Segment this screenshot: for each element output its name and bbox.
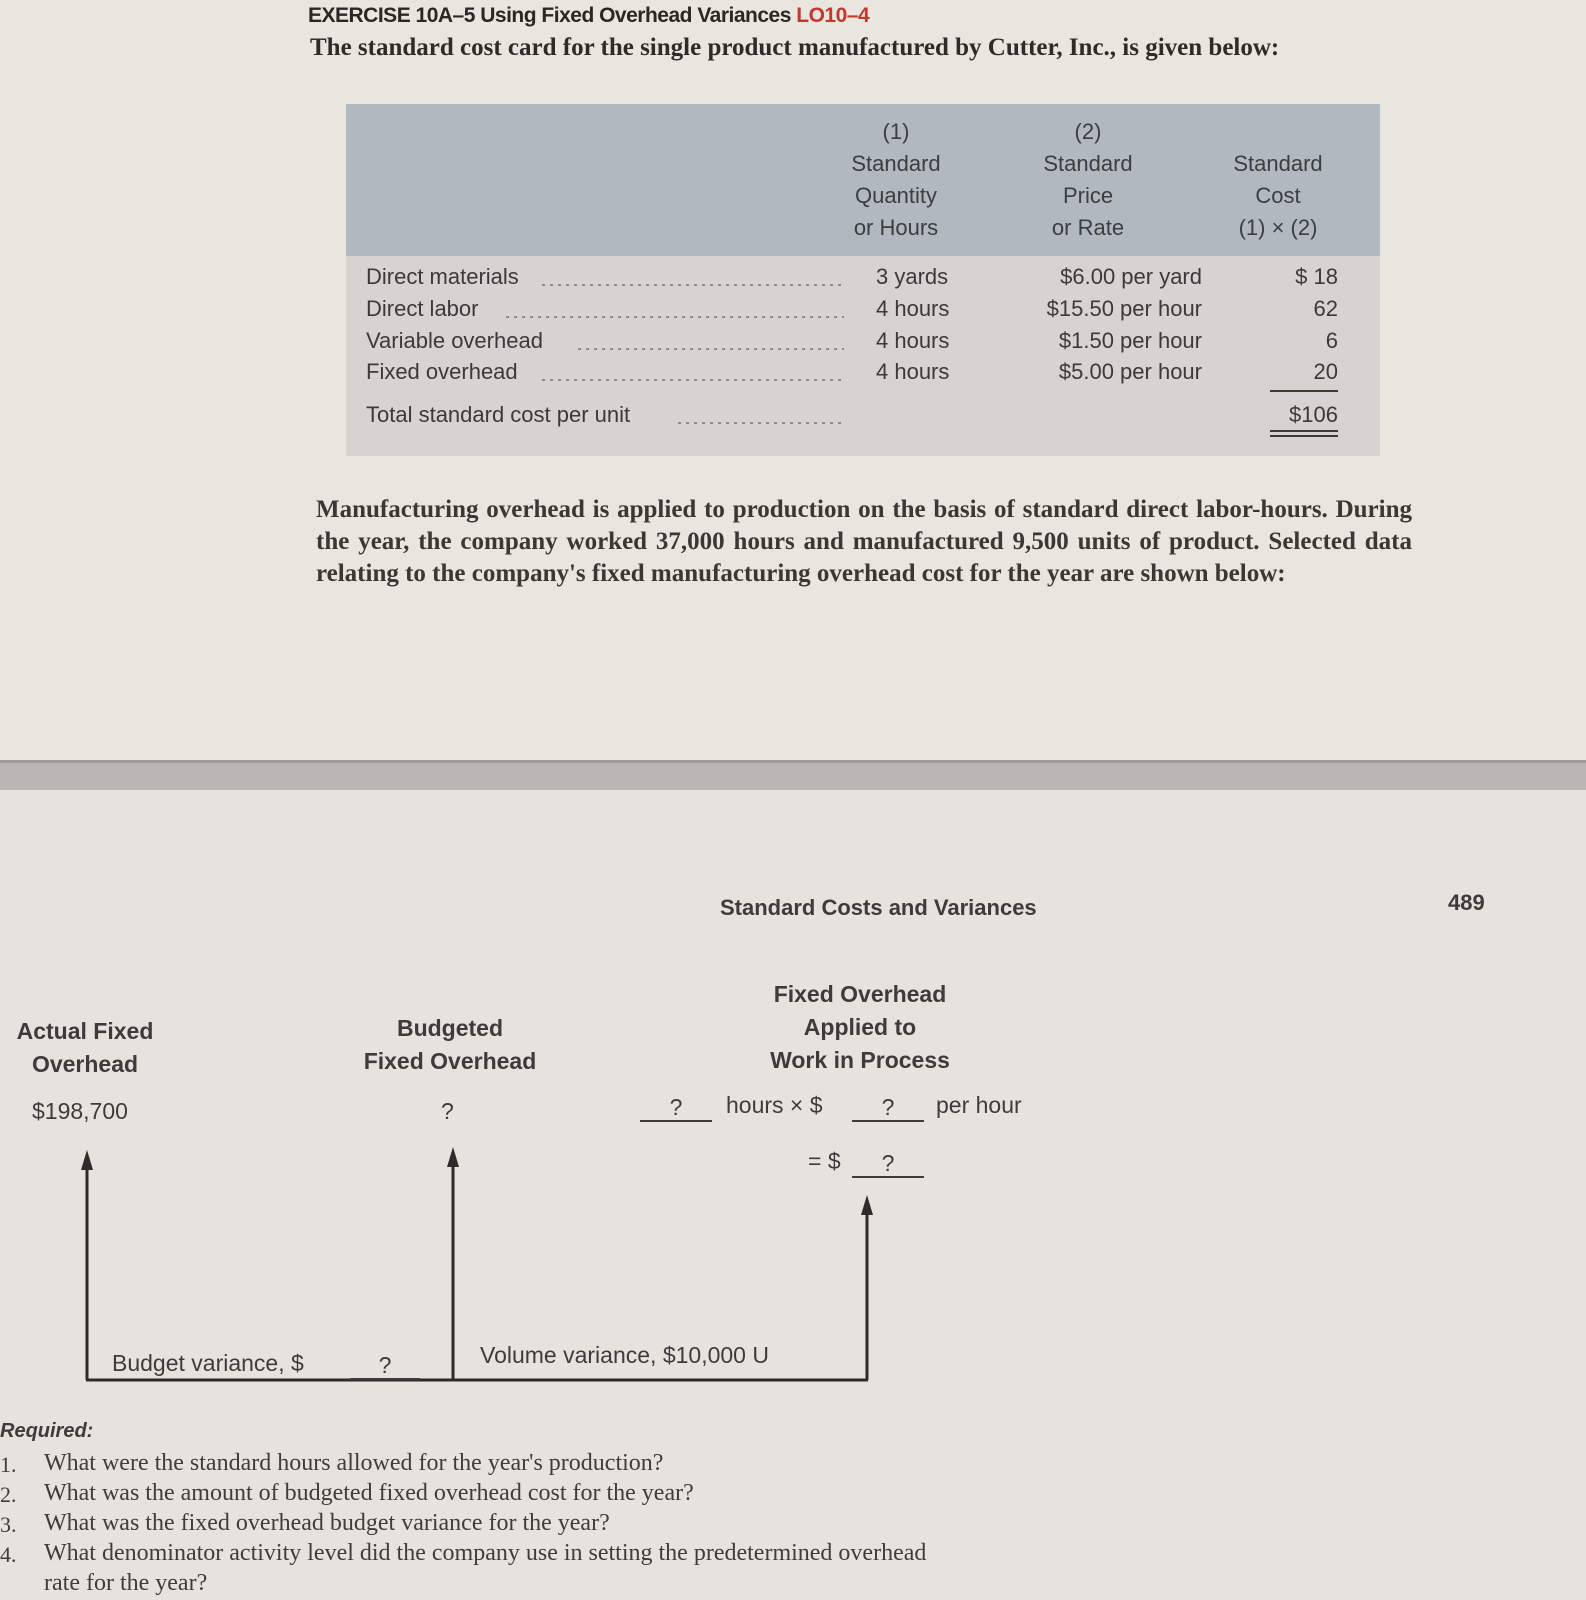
required-item-4-continued: rate for the year? [44, 1570, 208, 1596]
budgeted-label-line: Fixed Overhead [363, 1048, 537, 1074]
budgeted-arrow-head [447, 1147, 459, 1167]
header-col1-line: Standard [851, 151, 941, 176]
total-cost: $106 [1289, 402, 1338, 427]
actual-label-line: Actual Fixed [16, 1018, 154, 1044]
budgeted-fixed-overhead-value: ? [441, 1098, 454, 1124]
header-col2-line: Standard [1043, 151, 1133, 176]
row-cost: 6 [1325, 328, 1338, 353]
row-rate: $5.00 per hour [1058, 359, 1202, 384]
equals-text: = $ [808, 1148, 841, 1174]
hours-times-text: hours × $ [726, 1092, 823, 1118]
header-col1-line: Quantity [855, 183, 937, 208]
applied-label-line: Work in Process [770, 1047, 950, 1073]
row-rate: $15.50 per hour [1046, 296, 1202, 321]
row-qty: 4 hours [876, 296, 950, 321]
row-rate: $6.00 per yard [1060, 264, 1202, 289]
header-col3-line: Cost [1255, 183, 1301, 208]
header-col2-line: or Rate [1051, 215, 1125, 240]
required-item-number: 2. [0, 1482, 17, 1507]
header-col2-line: (2) [1074, 119, 1102, 144]
row-cost: 20 [1313, 359, 1338, 384]
exercise-intro: The standard cost card for the single product manufactured by Cutter, Inc., is given below: [310, 34, 1280, 61]
row-qty: 3 yards [876, 264, 949, 289]
required-item-number: 1. [0, 1452, 17, 1477]
required-item-number: 4. [0, 1542, 17, 1567]
row-label-fixed-overhead: Fixed overhead [366, 359, 518, 384]
applied-arrow-head [861, 1195, 873, 1215]
row-label-direct-labor: Direct labor [366, 296, 479, 321]
overhead-paragraph: Manufacturing overhead is applied to production on the basis of standard direct labor-hours. During the year, the company worked 37,000 hours and manufactured 9,500 units of product. Selected data relating to the company's fixed manufacturing overhead cost for the year are shown below: [316, 496, 1412, 587]
budget-variance-blank: ? [350, 1352, 420, 1380]
budget-variance-label: Budget variance, $ [112, 1350, 304, 1376]
learning-objective: LO10–4 [796, 4, 870, 27]
applied-rate-blank: ? [852, 1094, 924, 1122]
volume-variance-label: Volume variance, $10,000 U [480, 1342, 769, 1368]
applied-hours-blank: ? [640, 1094, 712, 1122]
per-hour-text: per hour [936, 1092, 1022, 1118]
header-col3-line: (1) × (2) [1238, 215, 1318, 240]
header-col3-line: Standard [1233, 151, 1323, 176]
header-col2-line: Price [1062, 183, 1114, 208]
row-label-variable-overhead: Variable overhead [366, 328, 543, 353]
row-cost: 62 [1313, 296, 1338, 321]
row-rate: $1.50 per hour [1058, 328, 1202, 353]
required-item-4: What denominator activity level did the company use in setting the predetermined overhead [44, 1540, 927, 1566]
applied-label-line: Fixed Overhead [773, 981, 947, 1007]
applied-total-blank: ? [852, 1150, 924, 1178]
required-item-number: 3. [0, 1512, 17, 1537]
exercise-title-text: EXERCISE 10A–5 Using Fixed Overhead Variances [308, 4, 791, 27]
header-col1-line: or Hours [853, 215, 939, 240]
actual-label-line: Overhead [31, 1051, 139, 1077]
required-item-3: What was the fixed overhead budget variance for the year? [44, 1510, 610, 1536]
required-item-1: What were the standard hours allowed for the year's production? [44, 1450, 664, 1476]
actual-arrow-head [81, 1150, 93, 1170]
row-label-direct-materials: Direct materials [366, 264, 519, 289]
header-col1-line: (1) [882, 119, 910, 144]
row-cost: $ 18 [1295, 264, 1338, 289]
required-heading: Required: [0, 1420, 94, 1442]
running-header: Standard Costs and Variances [720, 895, 1037, 920]
applied-label-line: Applied to [803, 1014, 917, 1040]
page-number: 489 [1448, 890, 1485, 915]
actual-fixed-overhead-value: $198,700 [32, 1098, 128, 1124]
required-item-2: What was the amount of budgeted fixed overhead cost for the year? [44, 1480, 694, 1506]
row-label-total: Total standard cost per unit [366, 402, 631, 427]
row-qty: 4 hours [876, 359, 950, 384]
budgeted-label-line: Budgeted [396, 1015, 504, 1041]
row-qty: 4 hours [876, 328, 950, 353]
